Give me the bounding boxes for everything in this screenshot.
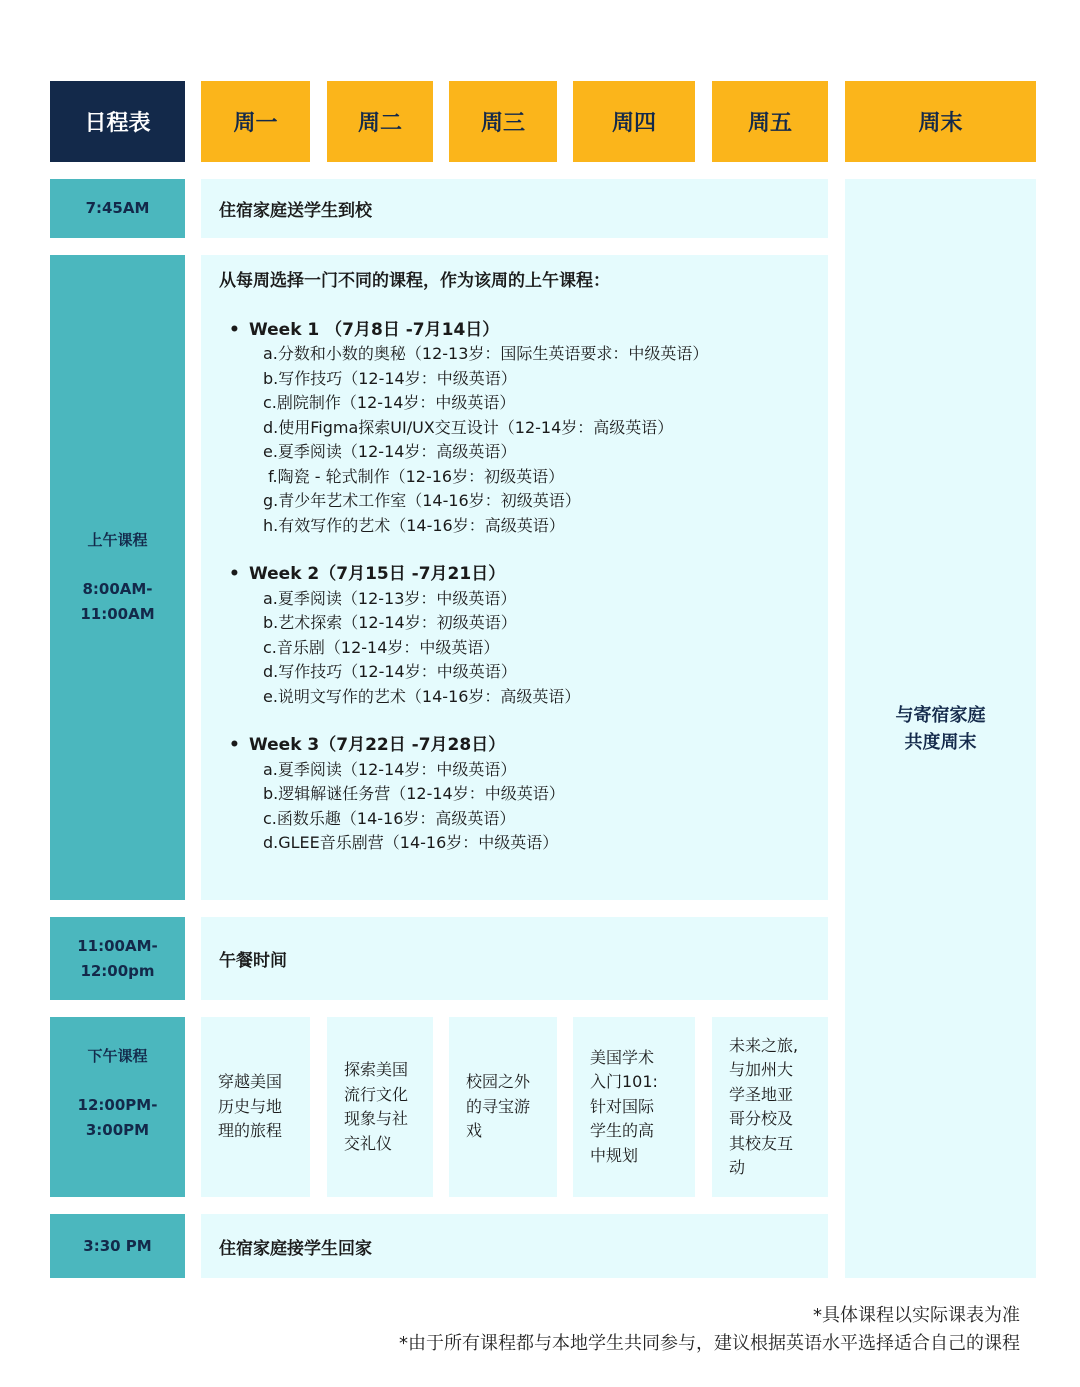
footnote-2: *由于所有课程都与本地学生共同参与，建议根据英语水平选择适合自己的课程 — [399, 1333, 1020, 1354]
afternoon-line: 动 — [729, 1158, 746, 1177]
course-item: h.有效写作的艺术（14-16岁：高级英语） — [263, 515, 565, 535]
afternoon-line: 戏 — [466, 1121, 483, 1141]
lunch-start-time: 11:00AM- — [77, 936, 158, 955]
afternoon-line: 入门101: — [590, 1072, 658, 1092]
course-item: e.夏季阅读（12-14岁：高级英语） — [263, 442, 517, 461]
afternoon-line: 学生的高 — [590, 1121, 655, 1141]
day-header-fri: 周五 — [712, 81, 828, 162]
course-item: f.陶瓷 - 轮式制作（12-16岁：初级英语） — [263, 466, 565, 486]
time-afternoon — [50, 1017, 185, 1197]
afternoon-line: 其校友互 — [729, 1133, 794, 1153]
afternoon-line: 美国学术 — [590, 1047, 655, 1067]
morning-intro: 从每周选择一门不同的课程，作为该周的上午课程： — [219, 271, 610, 291]
day-header-thu: 周四 — [573, 81, 695, 162]
morning-end-time: 11:00AM — [80, 605, 155, 623]
afternoon-end-time: 3:00PM — [85, 1121, 150, 1139]
time-lunch — [50, 917, 185, 1000]
day-header-mon: 周一 — [201, 81, 310, 162]
course-item: c.剧院制作（12-14岁：中级英语） — [263, 393, 516, 412]
lunch-end-time: 12:00pm — [80, 961, 155, 980]
afternoon-line: 现象与社 — [344, 1109, 409, 1128]
afternoon-start-time: 12:00PM- — [77, 1096, 158, 1114]
schedule-header: 日程表 — [50, 81, 185, 162]
week-1 — [219, 318, 810, 539]
afternoon-fri — [712, 1017, 828, 1197]
afternoon-mon — [201, 1017, 310, 1197]
morning-start-time: 8:00AM- — [82, 580, 153, 598]
afternoon-line: 中规划 — [590, 1145, 639, 1165]
afternoon-line: 探索美国 — [344, 1060, 409, 1079]
afternoon-line: 的寻宝游 — [466, 1096, 531, 1116]
morning-title: 上午课程 — [87, 531, 148, 549]
time-pickup: 3:30 PM — [50, 1214, 185, 1278]
course-item: a.夏季阅读（12-14岁：中级英语） — [263, 759, 517, 779]
afternoon-line: 历史与地 — [218, 1096, 283, 1116]
afternoon-line: 流行文化 — [344, 1084, 409, 1104]
afternoon-title: 下午课程 — [87, 1047, 148, 1065]
time-morning — [50, 255, 185, 900]
day-header-tue: 周二 — [327, 81, 433, 162]
day-header-wed: 周三 — [449, 81, 557, 162]
course-item: e.说明文写作的艺术（14-16岁：高级英语） — [263, 686, 581, 706]
week-title: • Week 3（7月22日 -7月28日） — [219, 733, 810, 758]
course-item: a.夏季阅读（12-13岁：中级英语） — [263, 588, 517, 608]
week-2 — [219, 562, 810, 709]
afternoon-line: 未来之旅, — [729, 1035, 799, 1055]
afternoon-line: 与加州大 — [729, 1060, 794, 1079]
afternoon-wed — [449, 1017, 557, 1197]
course-item: b.写作技巧（12-14岁：中级英语） — [263, 368, 517, 388]
weekend-cell — [845, 179, 1036, 1278]
afternoon-tue — [327, 1017, 433, 1197]
lunch-row: 午餐时间 — [201, 917, 828, 1000]
footnote-1: *具体课程以实际课表为准 — [813, 1305, 1020, 1326]
week-title: • Week 2（7月15日 -7月21日） — [219, 562, 810, 587]
week-title: • Week 1 （7月8日 -7月14日） — [219, 318, 810, 343]
weekend-header: 周末 — [845, 81, 1036, 162]
afternoon-line: 理的旅程 — [218, 1121, 283, 1141]
course-item: c.函数乐趣（14-16岁：高级英语） — [263, 808, 516, 828]
afternoon-thu — [573, 1017, 695, 1197]
afternoon-line: 针对国际 — [590, 1096, 655, 1116]
week-3 — [219, 733, 810, 856]
course-item: b.逻辑解谜任务营（12-14岁：中级英语） — [263, 784, 565, 803]
afternoon-line: 交礼仪 — [344, 1133, 393, 1153]
pickup-row: 住宿家庭接学生回家 — [201, 1214, 828, 1278]
time-arrival: 7:45AM — [50, 179, 185, 238]
course-item: d.GLEE音乐剧营（14-16岁：中级英语） — [263, 833, 559, 852]
course-item: c.音乐剧（12-14岁：中级英语） — [263, 637, 500, 657]
weekend-line: 共度周末 — [904, 731, 977, 753]
weekend-line: 与寄宿家庭 — [895, 704, 986, 726]
course-item: b.艺术探索（12-14岁：初级英语） — [263, 613, 517, 632]
afternoon-line: 哥分校及 — [729, 1109, 794, 1128]
afternoon-line: 穿越美国 — [218, 1072, 283, 1092]
course-item: d.写作技巧（12-14岁：中级英语） — [263, 662, 517, 681]
arrival-row: 住宿家庭送学生到校 — [201, 179, 828, 238]
course-item: d.使用Figma探索UI/UX交互设计（12-14岁：高级英语） — [263, 417, 674, 437]
afternoon-line: 校园之外 — [466, 1072, 531, 1092]
morning-courses-panel — [201, 255, 828, 900]
course-item: g.青少年艺术工作室（14-16岁：初级英语） — [263, 491, 581, 510]
course-item: a.分数和小数的奥秘（12-13岁：国际生英语要求：中级英语） — [263, 344, 709, 363]
afternoon-line: 学圣地亚 — [729, 1084, 794, 1104]
